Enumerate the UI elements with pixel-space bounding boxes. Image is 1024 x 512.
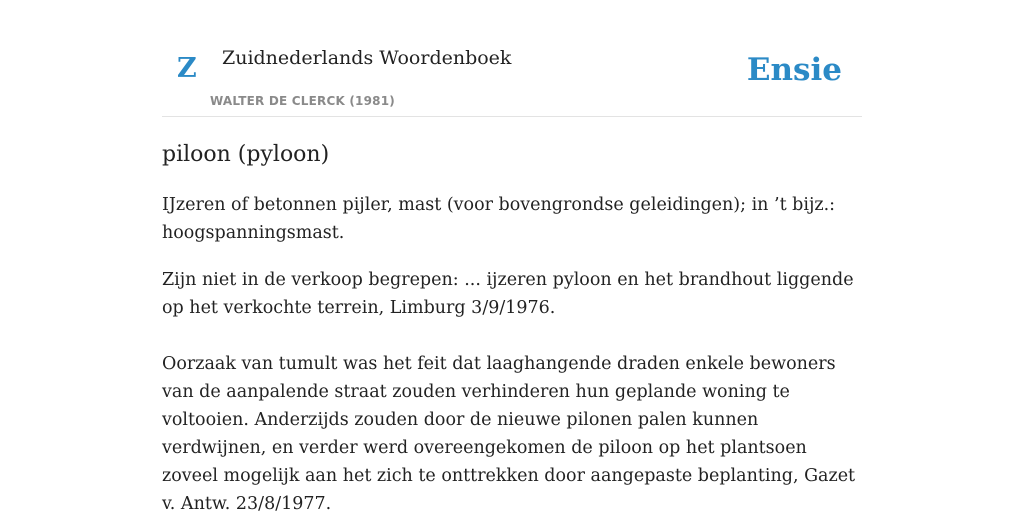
entry-definition: IJzeren of betonnen pijler, mast (voor bovengrondse geleidingen); in ’t bijz.: hoogspanningsmast. <box>162 195 836 243</box>
entry-content <box>162 140 862 512</box>
ensie-brand-logo[interactable]: Ensie <box>746 52 842 88</box>
entry-example: Oorzaak van tumult was het feit dat laaghangende draden enkele bewoners van de aanpalende straat zouden verhinderen hun geplande woning te voltooien. Anderzijds zouden door de nieuwe pilonen palen kunnen verdwijnen, en verder werd overeengekomen de piloon op het plantsoen zoveel mogelijk aan het zich te onttrekken door aangepaste beplanting, Gazet v. Antw. 23/8/1977. <box>162 354 856 512</box>
dictionary-header <box>162 0 862 117</box>
dictionary-title[interactable]: Zuidnederlands Woordenboek <box>222 47 512 69</box>
dictionary-author: WALTER DE CLERCK (1981) <box>210 94 395 108</box>
entry-example: Zijn niet in de verkoop begrepen: ... ijzeren pyloon en het brandhout liggende op het verkochte terrein, Limburg 3/9/1976. <box>162 270 854 318</box>
entry-title: piloon (pyloon) <box>162 142 330 167</box>
dictionary-logo[interactable]: Z <box>177 53 197 84</box>
